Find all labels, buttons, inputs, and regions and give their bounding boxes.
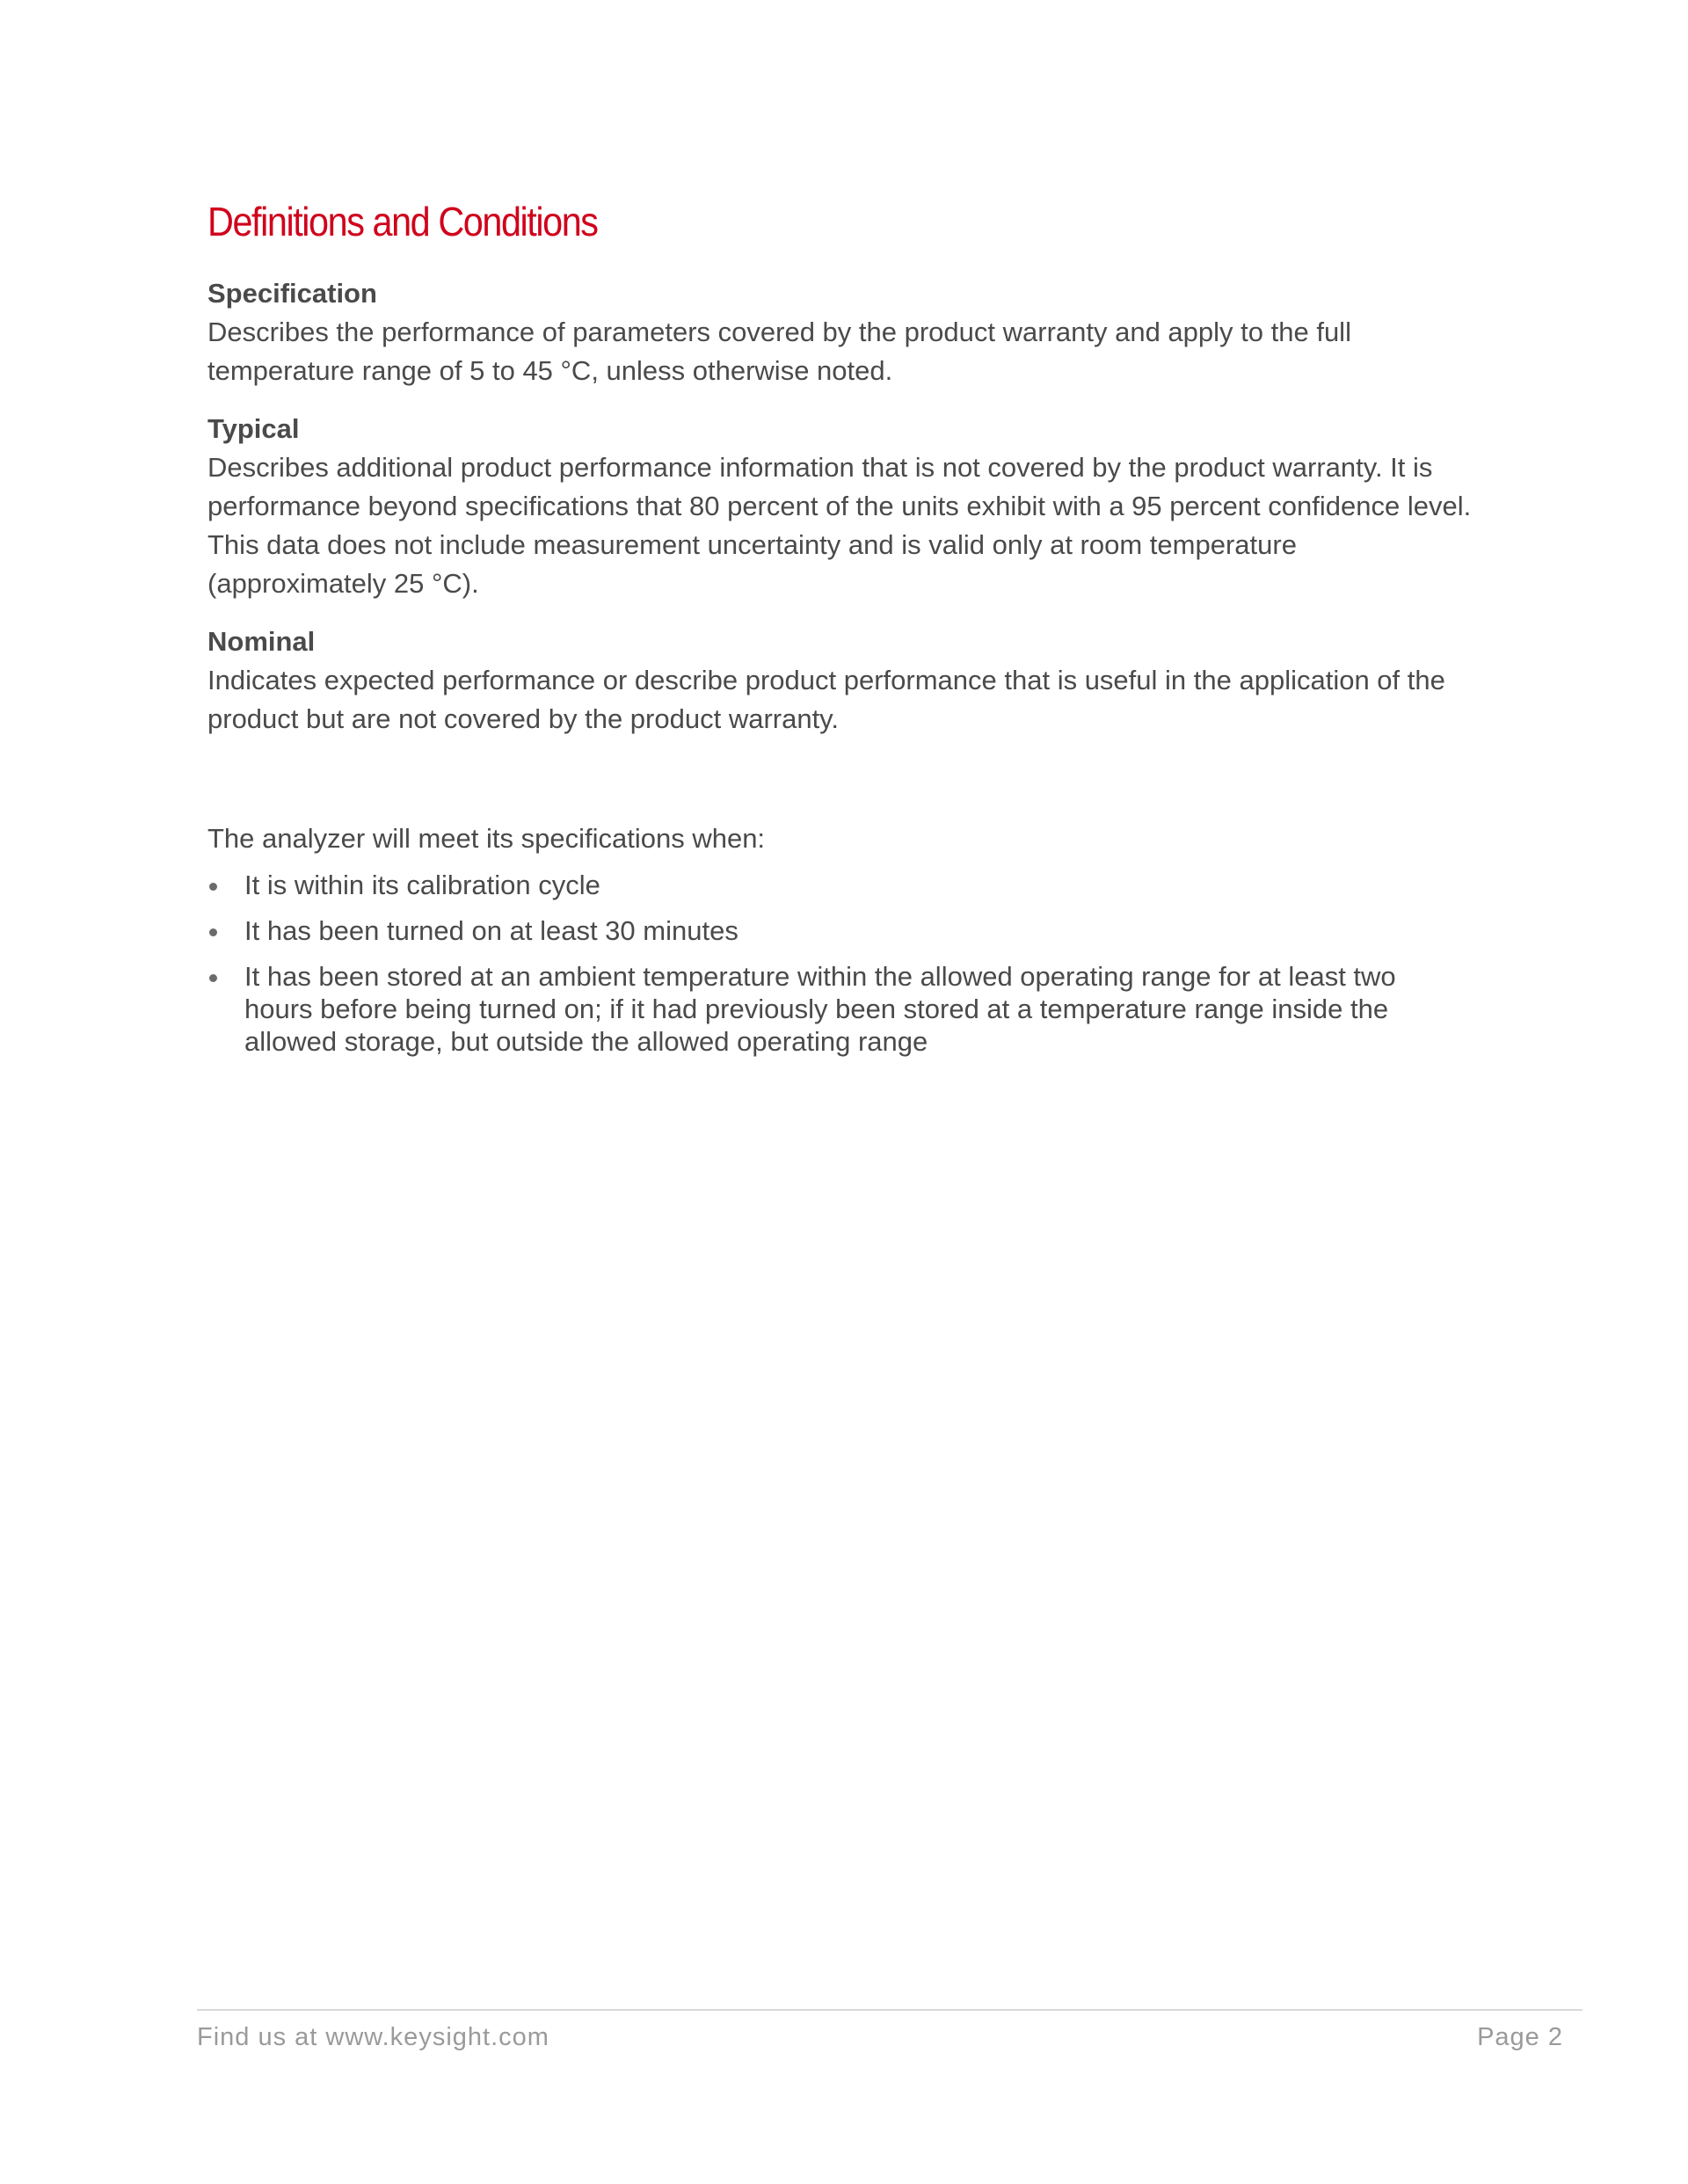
definition-term: Specification <box>207 278 377 309</box>
bullet-icon <box>209 928 217 936</box>
definition-text: Describes additional product performance information that is not covered by the product warranty. It is performance beyond specifications that 80 percent of the units exhibit with a 95 percent confidence level. This data does not include measurement uncertainty and is valid only at room temperature (approximately 25 °C). <box>207 452 1472 599</box>
footer-page-number: Page 2 <box>1477 2023 1563 2051</box>
bullet-icon <box>209 883 217 891</box>
definition-term: Nominal <box>207 626 316 657</box>
definition-typical <box>207 410 1473 603</box>
conditions-list <box>207 869 1473 1058</box>
definition-nominal <box>207 622 1473 739</box>
page-title: Definitions and Conditions <box>207 199 598 244</box>
list-item <box>207 869 1414 901</box>
conditions-intro: The analyzer will meet its specifications when: <box>207 823 766 854</box>
list-item <box>207 914 1414 947</box>
definition-term: Typical <box>207 413 300 444</box>
page-footer <box>197 2009 1582 2051</box>
footer-website: Find us at www.keysight.com <box>197 2023 549 2051</box>
list-item <box>207 960 1414 1058</box>
definition-text: Indicates expected performance or describe product performance that is useful in the application of the product but are not covered by the product warranty. <box>207 665 1445 734</box>
bullet-icon <box>209 974 217 982</box>
definition-specification <box>207 274 1473 390</box>
list-item-text: It is within its calibration cycle <box>244 870 600 900</box>
list-item-text: It has been stored at an ambient temperature within the allowed operating range for at least two hours before being turned on; if it had previously been stored at a temperature range inside the allowed storage, but outside the allowed operating range <box>244 961 1396 1057</box>
page-content <box>207 195 1473 1071</box>
definition-text: Describes the performance of parameters covered by the product warranty and apply to the full temperature range of 5 to 45 °C, unless otherwise noted. <box>207 317 1351 386</box>
list-item-text: It has been turned on at least 30 minutes <box>244 915 738 946</box>
